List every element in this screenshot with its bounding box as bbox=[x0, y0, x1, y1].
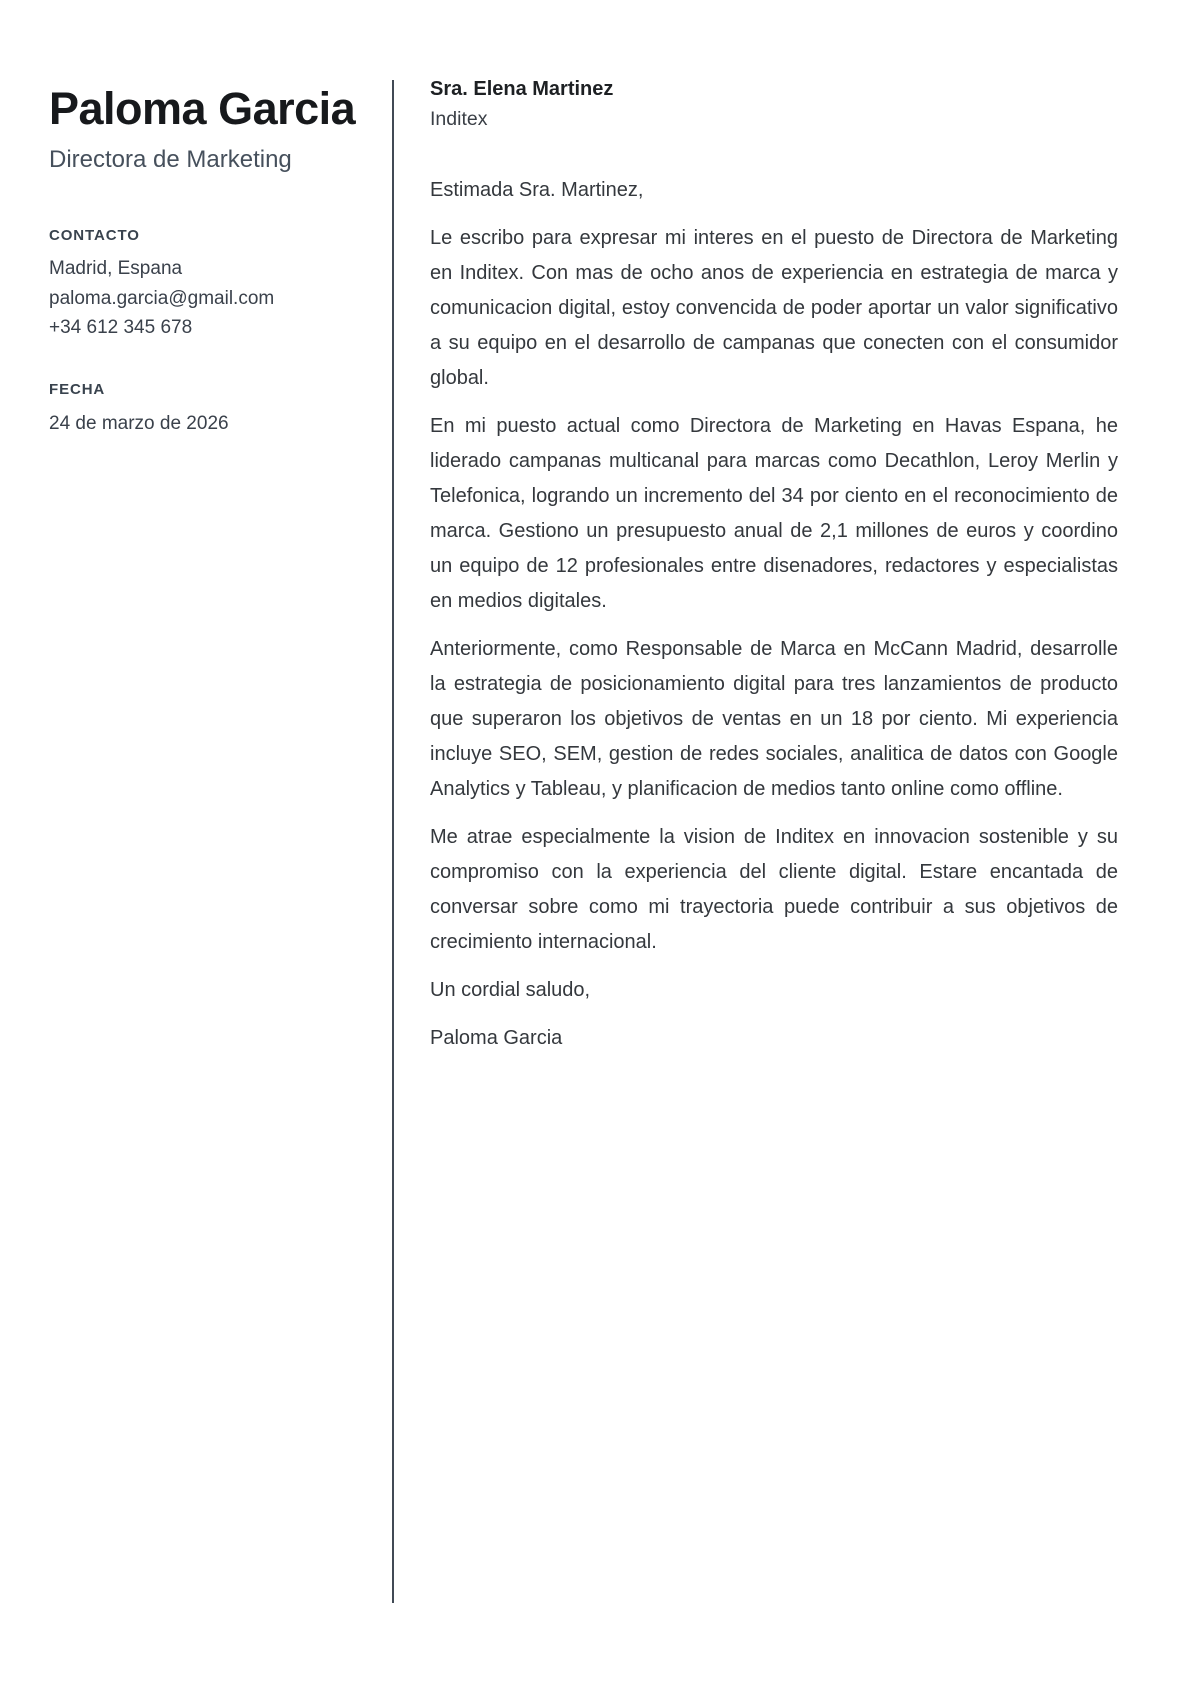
salutation: Estimada Sra. Martinez, bbox=[430, 179, 644, 202]
contact-section-label: CONTACTO bbox=[49, 226, 140, 244]
closing-phrase: Un cordial saludo, bbox=[430, 979, 591, 1002]
contact-section-body bbox=[49, 254, 359, 342]
letter-paragraph-1: Le escribo para expresar mi interes en el puesto de Directora de Marketing en Inditex. Con mas de ocho anos de experiencia en estrategia de marca y comunicacion digital, estoy convencida de poder aportar un valor significativo a su equipo en el desarrollo de campanas que conecten con el consumidor global. bbox=[430, 227, 1118, 390]
date-section-label: FECHA bbox=[49, 381, 106, 399]
vertical-divider bbox=[392, 80, 394, 1603]
signature-name: Paloma Garcia bbox=[430, 1027, 563, 1050]
letter-paragraph-4: Me atrae especialmente la vision de Inditex en innovacion sostenible y su compromiso con la experiencia del cliente digital. Estare encantada de conversar sobre como mi trayectoria puede contribuir a sus objetivos de crecimiento internacional. bbox=[430, 826, 1118, 954]
contact-section bbox=[49, 226, 359, 343]
letter-date: 24 de marzo de 2026 bbox=[49, 412, 229, 434]
sidebar bbox=[49, 84, 359, 438]
date-section bbox=[49, 380, 359, 438]
date-section-body bbox=[49, 409, 359, 438]
letter-paragraph-3: Anteriormente, como Responsable de Marca en McCann Madrid, desarrolle la estrategia de posicionamiento digital para tres lanzamientos de producto que superaron los objetivos de ventas en un 18 por ciento. Mi experiencia incluye SEO, SEM, gestion de redes sociales, analitica de datos con Google Analytics y Tableau, y planificacion de medios tanto online como offline. bbox=[430, 638, 1118, 801]
recipient-company: Inditex bbox=[430, 108, 488, 130]
contact-email: paloma.garcia@gmail.com bbox=[49, 287, 275, 309]
applicant-job-title: Directora de Marketing bbox=[49, 146, 292, 174]
recipient-name: Sra. Elena Martinez bbox=[430, 78, 614, 100]
letter-body bbox=[430, 76, 1118, 1056]
contact-location: Madrid, Espana bbox=[49, 258, 183, 280]
applicant-name: Paloma Garcia bbox=[49, 83, 356, 134]
letter-paragraph-2: En mi puesto actual como Directora de Marketing en Havas Espana, he liderado campanas multicanal para marcas como Decathlon, Leroy Merlin y Telefonica, logrando un incremento del 34 por ciento en el reconocimiento de marca. Gestiono un presupuesto anual de 2,1 millones de euros y coordino un equipo de 12 profesionales entre disenadores, redactores y especialistas en medios digitales. bbox=[430, 415, 1118, 613]
contact-phone: +34 612 345 678 bbox=[49, 316, 193, 338]
